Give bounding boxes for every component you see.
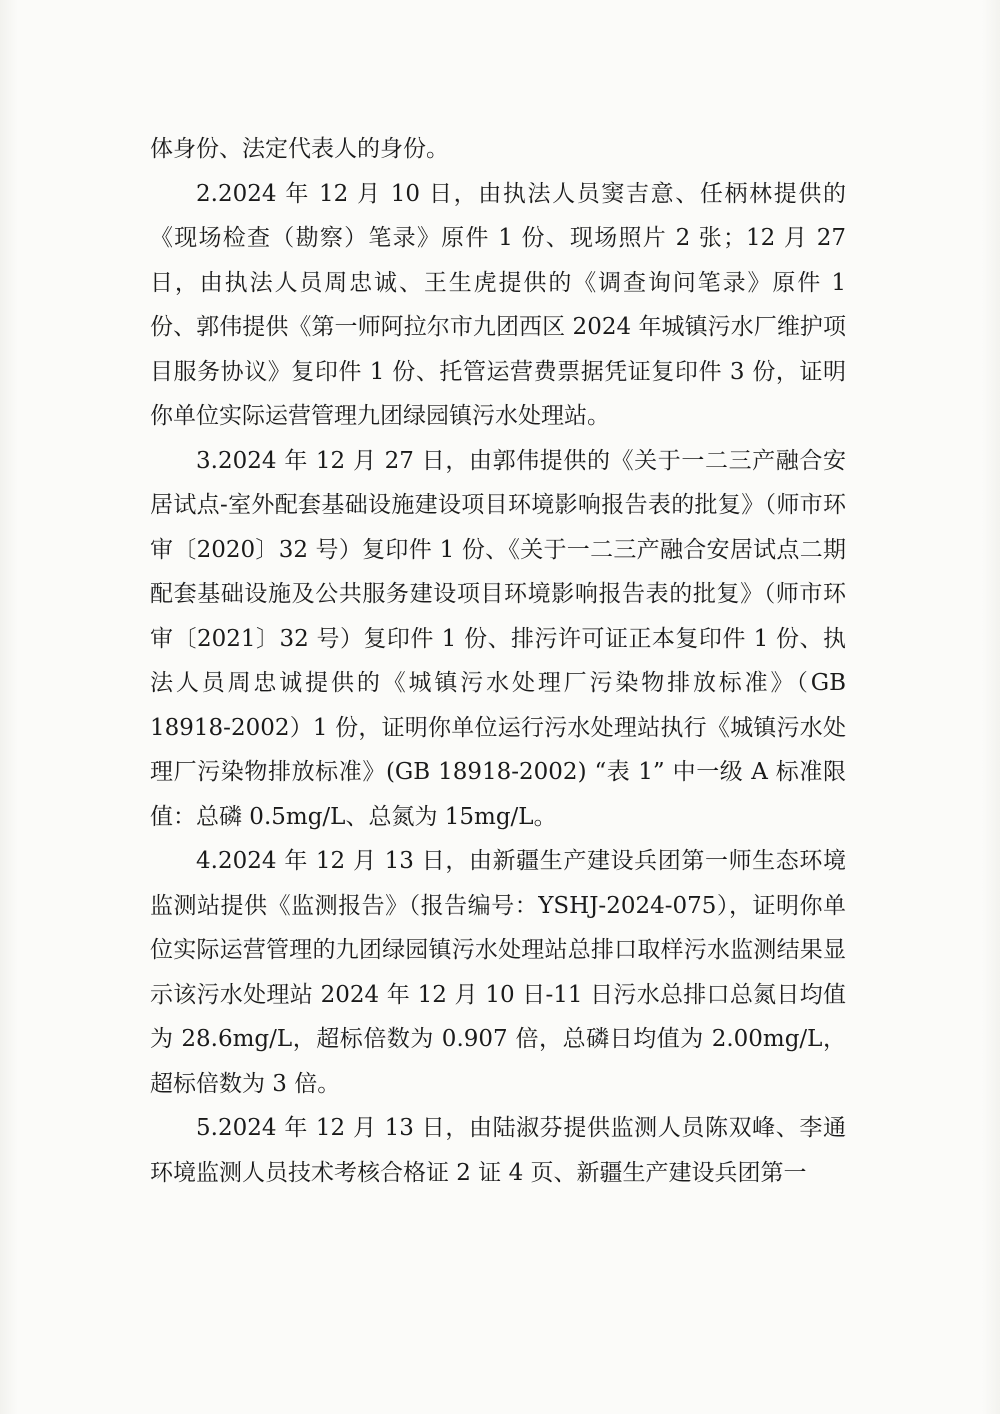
paragraph-item-2: 2.2024 年 12 月 10 日，由执法人员窦吉意、任柄林提供的《现场检查（勘察）笔录》原件 1 份、现场照片 2 张；12 月 27 日，由执法人员周忠诚、王生虎提供的《调查询问笔录》原件 1 份、郭伟提供《第一师阿拉尔市九团西区 2024 年城镇污水厂维护项目服务协议》复印件 1 份、托管运营费票据凭证复印件 3 份，证明你单位实际运营管理九团绿园镇污水处理站。 [150,180,846,429]
paragraph-item-5: 5.2024 年 12 月 13 日，由陆淑芬提供监测人员陈双峰、李通环境监测人员技术考核合格证 2 证 4 页、新疆生产建设兵团第一 [150,1115,846,1186]
paragraph-item-3: 3.2024 年 12 月 27 日，由郭伟提供的《关于一二三产融合安居试点-室外配套基础设施建设项目环境影响报告表的批复》（师市环审〔2020〕32 号）复印件 1 份、《关于一二三产融合安居试点二期配套基础设施及公共服务建设项目环境影响报告表的批复》（师市环审〔2021〕32 号）复印件 1 份、排污许可证正本复印件 1 份、执法人员周忠诚提供的《城镇污水处理厂污染物排放标准》（GB 18918-2002）1 份，证明你单位运行污水处理站执行《城镇污水处理厂污染物排放标准》(GB 18918-2002) “表 1” 中一级 A 标准限值：总磷 0.5mg/L、总氮为 15mg/L。 [150,447,846,830]
paragraph-item-4: 4.2024 年 12 月 13 日，由新疆生产建设兵团第一师生态环境监测站提供《监测报告》（报告编号：YSHJ-2024-075），证明你单位实际运营管理的九团绿园镇污水处理站总排口取样污水监测结果显示该污水处理站 2024 年 12 月 10 日-11 日污水总排口总氮日均值为 28.6mg/L，超标倍数为 0.907 倍，总磷日均值为 2.00mg/L，超标倍数为 3 倍。 [150,848,846,1097]
document-body [150,127,846,1195]
paragraph-continued: 体身份、法定代表人的身份。 [150,136,449,162]
